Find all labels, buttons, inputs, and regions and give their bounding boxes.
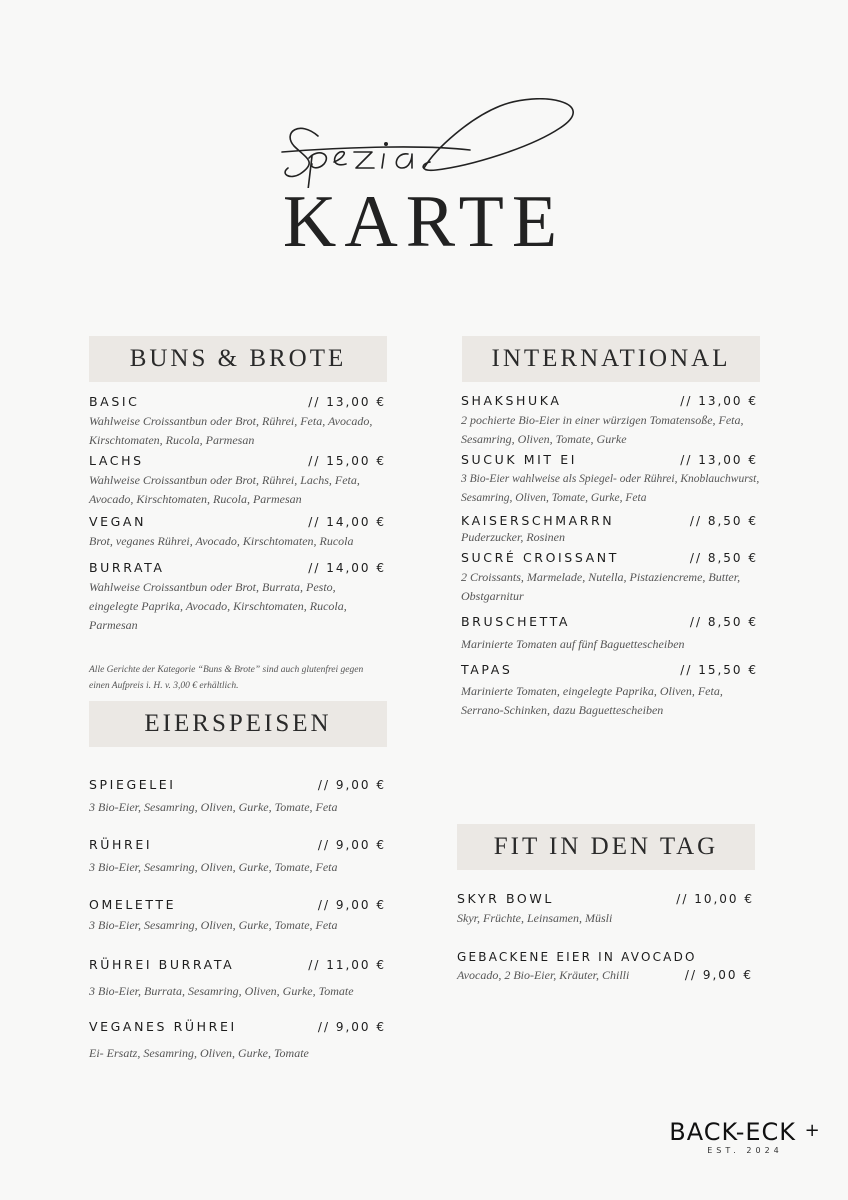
menu-item-gebackene-eier bbox=[457, 950, 757, 985]
item-price: // 9,00 € bbox=[317, 1020, 386, 1034]
item-description: Marinierte Tomaten, eingelegte Paprika, Oliven, Feta, Serrano-Schinken, dazu Baguettescheiben bbox=[461, 684, 723, 717]
menu-item-omelette bbox=[89, 897, 386, 935]
menu-item-ruehrei bbox=[89, 837, 386, 877]
menu-item-basic bbox=[89, 394, 386, 450]
item-name: GEBACKENE EIER IN AVOCADO bbox=[457, 950, 697, 964]
back-eck-logo bbox=[650, 1118, 840, 1155]
item-name: SPIEGELEI bbox=[89, 777, 176, 792]
item-description: Brot, veganes Rührei, Avocado, Kirschtomaten, Rucola bbox=[89, 534, 354, 548]
item-price: // 14,00 € bbox=[308, 515, 386, 529]
section-heading-fit: FIT IN DEN TAG bbox=[457, 824, 755, 870]
item-name: VEGAN bbox=[89, 514, 147, 529]
menu-item-tapas bbox=[461, 662, 758, 720]
menu-item-spiegelei bbox=[89, 777, 386, 817]
logo-wordmark bbox=[650, 1118, 840, 1146]
item-description: Ei- Ersatz, Sesamring, Oliven, Gurke, Tomate bbox=[89, 1046, 309, 1060]
item-description: 2 pochierte Bio-Eier in einer würzigen Tomatensoße, Feta, Sesamring, Oliven, Tomate, Gurke bbox=[461, 413, 744, 446]
title-script-spezial bbox=[0, 98, 848, 188]
menu-item-kaiserschmarrn bbox=[461, 513, 758, 547]
item-description: 2 Croissants, Marmelade, Nutella, Pistaziencreme, Butter, Obstgarnitur bbox=[461, 570, 741, 603]
item-price: // 11,00 € bbox=[308, 958, 386, 972]
item-price: // 9,00 € bbox=[317, 838, 386, 852]
item-price: // 13,00 € bbox=[308, 395, 386, 409]
item-price: // 8,50 € bbox=[689, 551, 758, 565]
menu-item-sucuk bbox=[461, 452, 773, 508]
item-name: BURRATA bbox=[89, 560, 165, 575]
menu-item-bruschetta bbox=[461, 614, 758, 654]
item-price: // 10,00 € bbox=[676, 892, 754, 906]
menu-item-skyr-bowl bbox=[457, 891, 754, 928]
item-name: SHAKSHUKA bbox=[461, 393, 562, 408]
logo-plus: + bbox=[804, 1120, 821, 1141]
item-name: RÜHREI bbox=[89, 837, 153, 852]
menu-item-shakshuka bbox=[461, 393, 758, 449]
item-description: 3 Bio-Eier wahlweise als Spiegel- oder Rührei, Knoblauchwurst, Sesamring, Oliven, Tomate, Gurke, Feta bbox=[461, 473, 760, 504]
item-name: VEGANES RÜHREI bbox=[89, 1019, 237, 1034]
section-heading-eierspeisen: EIERSPEISEN bbox=[89, 701, 387, 747]
item-description: 3 Bio-Eier, Sesamring, Oliven, Gurke, Tomate, Feta bbox=[89, 918, 338, 932]
item-price: // 9,00 € bbox=[684, 968, 753, 982]
logo-name: BACK-ECK bbox=[669, 1118, 797, 1146]
item-description: Wahlweise Croissantbun oder Brot, Rührei, Lachs, Feta, Avocado, Kirschtomaten, Rucola, Parmesan bbox=[89, 473, 360, 506]
item-description: Puderzucker, Rosinen bbox=[461, 530, 565, 544]
title-main: KARTE bbox=[282, 181, 566, 263]
item-price: // 13,00 € bbox=[680, 394, 758, 408]
item-name: RÜHREI BURRATA bbox=[89, 957, 235, 972]
item-price: // 14,00 € bbox=[308, 561, 386, 575]
item-description: Skyr, Früchte, Leinsamen, Müsli bbox=[457, 911, 613, 925]
item-price: // 8,50 € bbox=[689, 514, 758, 528]
item-name: TAPAS bbox=[461, 662, 513, 677]
item-name: SKYR BOWL bbox=[457, 891, 554, 906]
item-description: Marinierte Tomaten auf fünf Baguettescheiben bbox=[461, 637, 685, 651]
item-name: BRUSCHETTA bbox=[461, 614, 571, 629]
item-name: SUCUK MIT EI bbox=[461, 452, 577, 467]
menu-item-sucre-croissant bbox=[461, 550, 758, 606]
item-description: Wahlweise Croissantbun oder Brot, Rührei, Feta, Avocado, Kirschtomaten, Rucola, Parmesan bbox=[89, 414, 373, 447]
item-price: // 13,00 € bbox=[680, 453, 758, 467]
item-price: // 15,00 € bbox=[308, 454, 386, 468]
item-description: 3 Bio-Eier, Sesamring, Oliven, Gurke, Tomate, Feta bbox=[89, 800, 338, 814]
logo-tagline: EST. 2024 bbox=[707, 1146, 783, 1155]
item-price: // 9,00 € bbox=[317, 898, 386, 912]
item-description: 3 Bio-Eier, Sesamring, Oliven, Gurke, Tomate, Feta bbox=[89, 860, 338, 874]
item-price: // 8,50 € bbox=[689, 615, 758, 629]
item-description: Wahlweise Croissantbun oder Brot, Burrata, Pesto, eingelegte Paprika, Avocado, Kirschtomaten, Rucola, Parmesan bbox=[89, 580, 347, 632]
glutenfree-note: Alle Gerichte der Kategorie “Buns & Brote” sind auch glutenfrei gegen einen Aufpreis i. H. v. 3,00 € erhältlich. bbox=[89, 665, 364, 691]
item-description: 3 Bio-Eier, Burrata, Sesamring, Oliven, Gurke, Tomate bbox=[89, 984, 354, 998]
menu-item-lachs bbox=[89, 453, 386, 509]
section-heading-international: INTERNATIONAL bbox=[462, 336, 760, 382]
item-name: BASIC bbox=[89, 394, 140, 409]
menu-item-veganes-ruehrei bbox=[89, 1019, 386, 1063]
item-name: SUCRÉ CROISSANT bbox=[461, 550, 619, 565]
item-name: OMELETTE bbox=[89, 897, 177, 912]
item-name: KAISERSCHMARRN bbox=[461, 513, 615, 528]
menu-item-vegan bbox=[89, 514, 386, 551]
item-description: Avocado, 2 Bio-Eier, Kräuter, Chilli bbox=[457, 968, 630, 982]
item-price: // 15,50 € bbox=[680, 663, 758, 677]
menu-item-ruehrei-burrata bbox=[89, 957, 386, 1001]
section-heading-buns: BUNS & BROTE bbox=[89, 336, 387, 382]
item-price: // 9,00 € bbox=[317, 778, 386, 792]
menu-item-burrata bbox=[89, 560, 386, 635]
item-name: LACHS bbox=[89, 453, 144, 468]
